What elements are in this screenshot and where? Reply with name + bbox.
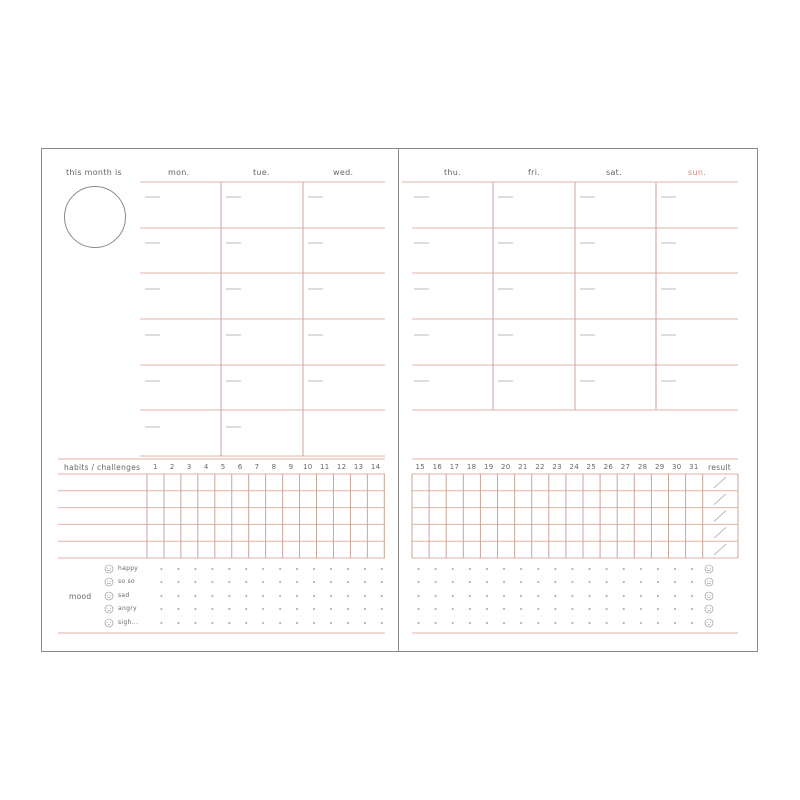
mood-dot [623, 568, 625, 570]
mood-dot [160, 622, 162, 624]
mood-dot [469, 608, 471, 610]
day-sat-label: sat. [606, 168, 622, 177]
mood-dot [262, 595, 264, 597]
mood-dot [177, 608, 179, 610]
mood-result-sad-face-icon-mouth [707, 598, 710, 599]
mood-dot [417, 622, 419, 624]
habit-day-number: 13 [353, 463, 364, 471]
mood-dot [330, 581, 332, 583]
mood-dot [469, 581, 471, 583]
mood-label-0: happy [118, 565, 139, 572]
mood-dot [194, 608, 196, 610]
mood-dot [537, 608, 539, 610]
mood-dot [452, 568, 454, 570]
mood-dot [503, 595, 505, 597]
mood-dot [364, 608, 366, 610]
day-mon-label: mon. [168, 168, 190, 177]
mood-dot [554, 568, 556, 570]
result-label: result [708, 463, 732, 472]
mood-result-neutral-face-icon-eye [707, 581, 708, 582]
mood-dot [211, 595, 213, 597]
mood-dot [160, 608, 162, 610]
mood-dot [554, 622, 556, 624]
mood-sad-face-icon-eye [107, 595, 108, 596]
mood-dot [228, 568, 230, 570]
mood-dot [194, 581, 196, 583]
mood-result-sigh-face-icon [705, 619, 713, 627]
mood-dot [606, 595, 608, 597]
mood-dot [364, 581, 366, 583]
mood-dot [435, 622, 437, 624]
mood-dot [279, 608, 281, 610]
mood-sad-face-icon-eye [110, 595, 111, 596]
mood-dot [364, 568, 366, 570]
mood-dot [194, 595, 196, 597]
mood-neutral-face-icon-eye [107, 581, 108, 582]
mood-dot [211, 608, 213, 610]
mood-dot [228, 608, 230, 610]
mood-dot [417, 608, 419, 610]
mood-dot [691, 581, 693, 583]
mood-dot [452, 622, 454, 624]
mood-dot [262, 568, 264, 570]
habit-day-number: 4 [203, 463, 209, 471]
mood-dot [657, 622, 659, 624]
mood-dot [245, 622, 247, 624]
mood-dot [503, 608, 505, 610]
mood-dot [640, 622, 642, 624]
mood-dot [347, 595, 349, 597]
habit-day-number: 9 [288, 463, 294, 471]
mood-dot [554, 581, 556, 583]
mood-smiley-icon [105, 565, 113, 573]
mood-dot [469, 568, 471, 570]
result-slash [714, 477, 726, 488]
mood-dot [435, 595, 437, 597]
mood-dot [330, 595, 332, 597]
mood-dot [452, 581, 454, 583]
habit-day-number: 14 [370, 463, 381, 471]
mood-dot [279, 622, 281, 624]
mood-sigh-face-icon-eye [110, 622, 111, 623]
mood-dot [228, 595, 230, 597]
day-tue-label: tue. [253, 168, 270, 177]
mood-dot [435, 608, 437, 610]
mood-dot [417, 568, 419, 570]
mood-sigh-face-icon-eye [107, 622, 108, 623]
mood-dot [330, 608, 332, 610]
mood-result-angry-face-icon-mouth [707, 611, 710, 612]
mood-result-angry-face-icon-eye [710, 608, 711, 609]
mood-dot [588, 608, 590, 610]
habit-day-number: 20 [501, 463, 511, 471]
day-wed-label: wed. [333, 168, 354, 177]
mood-label: mood [69, 592, 92, 601]
mood-result-smiley-icon-eye [707, 568, 708, 569]
habit-day-number: 28 [637, 463, 648, 471]
mood-dot [160, 595, 162, 597]
mood-dot [313, 581, 315, 583]
mood-dot [537, 568, 539, 570]
mood-dot [503, 581, 505, 583]
mood-dot [177, 581, 179, 583]
result-slash [714, 511, 726, 522]
mood-smiley-icon-eye [107, 568, 108, 569]
mood-dot [296, 595, 298, 597]
mood-dot [486, 622, 488, 624]
mood-dot [228, 622, 230, 624]
mood-result-angry-face-icon-eye [707, 608, 708, 609]
mood-dot [364, 622, 366, 624]
mood-dot [245, 595, 247, 597]
mood-dot [245, 568, 247, 570]
mood-neutral-face-icon [105, 578, 113, 586]
mood-dot [160, 568, 162, 570]
mood-dot [211, 622, 213, 624]
mood-dot [537, 622, 539, 624]
mood-result-smiley-icon [705, 565, 713, 573]
mood-dot [177, 622, 179, 624]
habit-day-number: 31 [689, 463, 699, 471]
mood-dot [571, 581, 573, 583]
mood-dot [296, 581, 298, 583]
mood-dot [296, 622, 298, 624]
result-slash [714, 494, 726, 505]
habit-day-number: 21 [518, 463, 528, 471]
mood-dot [313, 622, 315, 624]
mood-smiley-icon-mouth [107, 570, 111, 571]
mood-dot [657, 608, 659, 610]
mood-dot [160, 581, 162, 583]
habit-day-number: 25 [586, 463, 597, 471]
mood-smiley-icon-eye [110, 568, 111, 569]
mood-dot [211, 581, 213, 583]
mood-result-smiley-icon-mouth [707, 570, 711, 571]
mood-label-4: sigh... [118, 619, 139, 626]
mood-result-sigh-face-icon-eye [707, 622, 708, 623]
mood-result-sad-face-icon-eye [710, 595, 711, 596]
mood-dot [381, 595, 383, 597]
mood-dot [520, 581, 522, 583]
mood-dot [588, 581, 590, 583]
mood-dot [452, 608, 454, 610]
mood-dot [674, 581, 676, 583]
mood-dot [520, 608, 522, 610]
mood-dot [571, 568, 573, 570]
habit-day-number: 22 [535, 463, 545, 471]
mood-result-sad-face-icon [705, 592, 713, 600]
habit-day-number: 17 [449, 463, 460, 471]
mood-dot [381, 622, 383, 624]
habit-day-number: 10 [303, 463, 313, 471]
mood-dot [435, 568, 437, 570]
mood-dot [296, 568, 298, 570]
mood-dot [330, 622, 332, 624]
habit-day-number: 19 [483, 463, 494, 471]
habit-day-number: 16 [432, 463, 443, 471]
mood-dot [262, 622, 264, 624]
mood-result-angry-face-icon [705, 605, 713, 613]
habit-day-number: 7 [254, 463, 260, 471]
mood-angry-face-icon-eye [110, 608, 111, 609]
mood-dot [623, 608, 625, 610]
mood-dot [245, 581, 247, 583]
mood-dot [554, 608, 556, 610]
this-month-label: this month is [66, 168, 122, 177]
mood-sad-face-icon [105, 592, 113, 600]
mood-dot [486, 608, 488, 610]
mood-dot [486, 581, 488, 583]
mood-dot [606, 581, 608, 583]
mood-dot [571, 608, 573, 610]
mood-dot [691, 595, 693, 597]
habit-day-number: 5 [220, 463, 226, 471]
mood-dot [503, 622, 505, 624]
mood-dot [177, 595, 179, 597]
habit-day-number: 2 [169, 463, 175, 471]
mood-dot [520, 622, 522, 624]
mood-dot [330, 568, 332, 570]
mood-dot [657, 568, 659, 570]
habit-day-number: 3 [186, 463, 192, 471]
mood-dot [435, 581, 437, 583]
mood-dot [417, 581, 419, 583]
mood-dot [381, 568, 383, 570]
mood-dot [571, 595, 573, 597]
mood-dot [691, 608, 693, 610]
mood-label-3: angry [118, 605, 137, 612]
mood-dot [381, 581, 383, 583]
mood-dot [364, 595, 366, 597]
mood-dot [606, 568, 608, 570]
mood-result-smiley-icon-eye [710, 568, 711, 569]
mood-result-neutral-face-icon-eye [710, 581, 711, 582]
habit-day-number: 1 [152, 463, 158, 471]
mood-dot [606, 608, 608, 610]
mood-dot [640, 608, 642, 610]
mood-dot [674, 622, 676, 624]
mood-dot [640, 581, 642, 583]
mood-dot [313, 595, 315, 597]
mood-dot [347, 581, 349, 583]
mood-dot [588, 595, 590, 597]
mood-sad-face-icon-mouth [107, 598, 110, 599]
habit-day-number: 24 [569, 463, 579, 471]
mood-dot [588, 622, 590, 624]
habit-day-number: 12 [336, 463, 347, 471]
mood-dot [588, 568, 590, 570]
mood-result-sad-face-icon-eye [707, 595, 708, 596]
mood-label-1: so so [118, 578, 136, 585]
result-slash [714, 544, 726, 555]
habit-day-number: 30 [672, 463, 682, 471]
habit-day-number: 15 [415, 463, 426, 471]
mood-dot [347, 622, 349, 624]
mood-dot [177, 568, 179, 570]
mood-dot [674, 608, 676, 610]
habit-day-number: 23 [552, 463, 562, 471]
mood-dot [640, 595, 642, 597]
mood-dot [417, 595, 419, 597]
mood-dot [537, 581, 539, 583]
mood-dot [347, 568, 349, 570]
mood-dot [452, 595, 454, 597]
mood-dot [623, 595, 625, 597]
mood-dot [606, 622, 608, 624]
mood-dot [486, 595, 488, 597]
mood-sigh-face-icon [105, 619, 113, 627]
habit-day-number: 29 [654, 463, 665, 471]
habit-day-number: 11 [319, 463, 330, 471]
mood-dot [194, 622, 196, 624]
mood-dot [486, 568, 488, 570]
mood-angry-face-icon-eye [107, 608, 108, 609]
mood-result-sigh-face-icon-eye [710, 622, 711, 623]
mood-dot [228, 581, 230, 583]
mood-dot [623, 581, 625, 583]
mood-dot [640, 568, 642, 570]
mood-dot [691, 568, 693, 570]
habit-day-number: 8 [271, 463, 277, 471]
mood-label-2: sad [118, 592, 130, 599]
mood-dot [657, 595, 659, 597]
mood-dot [262, 608, 264, 610]
mood-dot [674, 568, 676, 570]
mood-dot [279, 595, 281, 597]
day-sun-label: sun. [688, 168, 707, 177]
mood-dot [520, 568, 522, 570]
mood-angry-face-icon [105, 605, 113, 613]
day-thu-label: thu. [444, 168, 462, 177]
mood-dot [279, 581, 281, 583]
mood-dot [657, 581, 659, 583]
mood-dot [245, 608, 247, 610]
mood-angry-face-icon-mouth [107, 611, 110, 612]
mood-dot [469, 595, 471, 597]
mood-dot [313, 568, 315, 570]
mood-dot [347, 608, 349, 610]
mood-dot [279, 568, 281, 570]
mood-dot [691, 622, 693, 624]
mood-dot [503, 568, 505, 570]
mood-neutral-face-icon-eye [110, 581, 111, 582]
habit-day-number: 18 [466, 463, 477, 471]
mood-dot [211, 568, 213, 570]
habit-day-number: 27 [620, 463, 631, 471]
mood-dot [537, 595, 539, 597]
mood-dot [296, 608, 298, 610]
mood-dot [262, 581, 264, 583]
result-slash [714, 527, 726, 538]
day-fri-label: fri. [528, 168, 541, 177]
habits-challenges-label: habits / challenges [64, 463, 141, 472]
mood-dot [313, 608, 315, 610]
mood-dot [381, 608, 383, 610]
mood-dot [520, 595, 522, 597]
mood-dot [469, 622, 471, 624]
mood-dot [623, 622, 625, 624]
mood-dot [674, 595, 676, 597]
mood-dot [554, 595, 556, 597]
mood-dot [194, 568, 196, 570]
habit-day-number: 6 [237, 463, 243, 471]
mood-dot [571, 622, 573, 624]
habit-day-number: 26 [603, 463, 614, 471]
mood-result-neutral-face-icon [705, 578, 713, 586]
